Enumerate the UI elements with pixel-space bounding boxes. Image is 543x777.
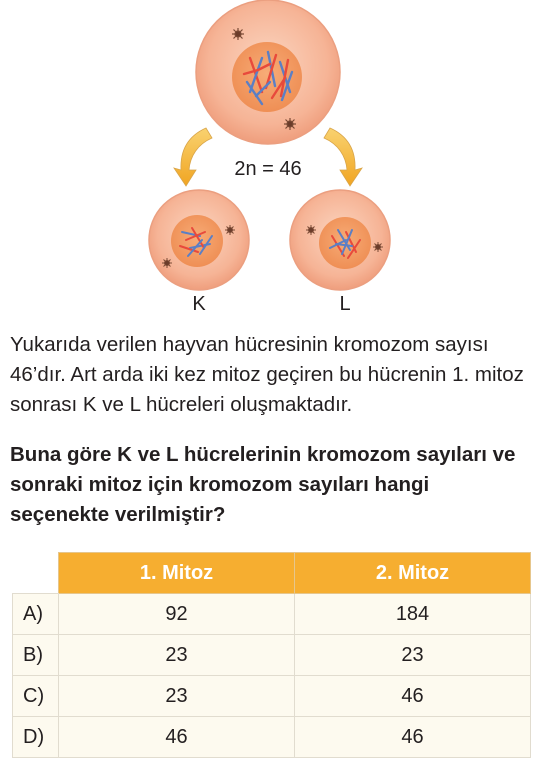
option-letter: B) (13, 635, 59, 676)
cell-k-centrosome-left (162, 258, 172, 268)
cell-k (149, 190, 249, 290)
cell-k-label: K (192, 293, 206, 315)
header-blank-cell (13, 553, 59, 594)
cell-l-centrosome-right (373, 242, 383, 252)
option-value-mitosis-2: 184 (295, 594, 531, 635)
option-letter: C) (13, 676, 59, 717)
option-row-d[interactable] (13, 717, 531, 758)
question-paragraph: Buna göre K ve L hücrelerinin kromozom sayıları ve sonraki mitoz için kromozom sayıları hangi seçenekte verilmiştir? (10, 443, 516, 526)
option-letter: D) (13, 717, 59, 758)
option-row-a[interactable] (13, 594, 531, 635)
cell-l (290, 190, 390, 290)
option-value-mitosis-1: 92 (59, 594, 295, 635)
parent-centrosome-top (232, 28, 244, 40)
option-row-b[interactable] (13, 635, 531, 676)
options-table (12, 552, 531, 758)
option-letter: A) (13, 594, 59, 635)
option-value-mitosis-1: 23 (59, 635, 295, 676)
header-mitosis-2: 2. Mitoz (295, 553, 531, 594)
header-mitosis-1: 1. Mitoz (59, 553, 295, 594)
cell-division-diagram (0, 0, 543, 320)
cell-k-centrosome-right (225, 225, 235, 235)
option-row-c[interactable] (13, 676, 531, 717)
parent-centrosome-bottom (284, 118, 296, 130)
parent-cell (196, 0, 340, 144)
left-arrow-icon (174, 128, 212, 186)
cell-k-nucleus (171, 215, 223, 267)
option-value-mitosis-1: 46 (59, 717, 295, 758)
cell-l-centrosome-left (306, 225, 316, 235)
cell-l-label: L (339, 293, 351, 315)
option-value-mitosis-2: 46 (295, 717, 531, 758)
intro-paragraph: Yukarıda verilen hayvan hücresinin kromozom sayısı 46’dır. Art arda iki kez mitoz geçiren bu hücrenin 1. mitoz sonrası K ve L hücreleri oluşmaktadır. (10, 333, 524, 416)
option-value-mitosis-1: 23 (59, 676, 295, 717)
parent-label: 2n = 46 (234, 158, 302, 180)
right-arrow-icon (324, 128, 362, 186)
option-value-mitosis-2: 23 (295, 635, 531, 676)
option-value-mitosis-2: 46 (295, 676, 531, 717)
options-header-row (13, 553, 531, 594)
